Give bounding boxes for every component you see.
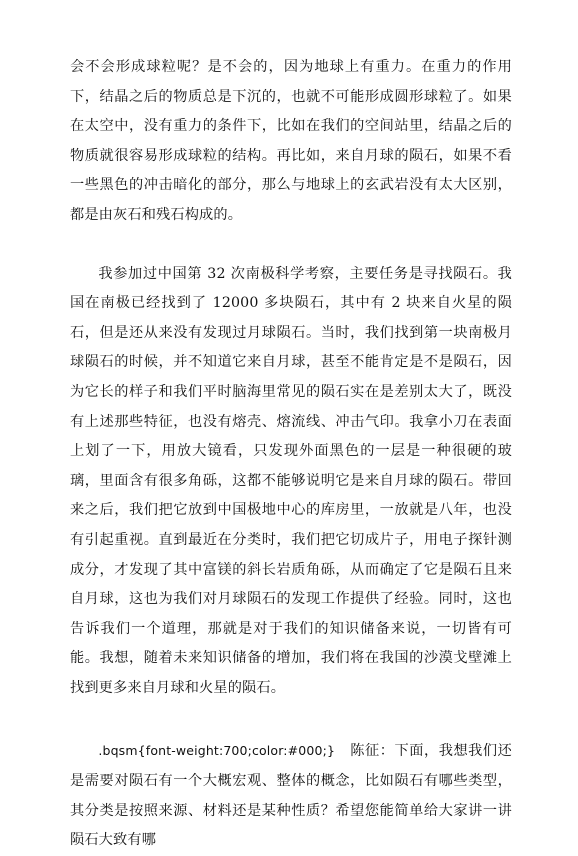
paragraph-spacer [70,703,512,736]
paragraph-chondrule-formation: 会不会形成球粒呢？是不会的，因为地球上有重力。在重力的作用下，结晶之后的物质总是下沉的，也就不可能形成圆形球粒了。如果在太空中，没有重力的条件下，比如在我们的空间站里，结晶之后的物质就很容易形成球粒的结构。再比如，来自月球的陨石，如果不看一些黑色的冲击暗化的部分，那么与地球上的玄武岩没有太大区别，都是由灰石和残石构成的。 [70,59,512,223]
stray-css-text: .bqsm{font-weight:700;color:#000;} [98,743,336,759]
paragraph-interview-question [70,736,512,855]
paragraph-antarctic-expedition: 我参加过中国第 32 次南极科学考察，主要任务是寻找陨石。我国在南极已经找到了 12000 多块陨石，其中有 2 块来自火星的陨石，但是还从来没有发现过月球陨石。当时，我们找到第一块南极月球陨石的时候，并不知道它来自月球，甚至不能肯定是不是陨石，因为它长的样子和我们平时脑海里常见的陨石实在是差别太大了，既没有上述那些特征，也没有熔壳、熔流线、冲击气印。我拿小刀在表面上划了一下，用放大镜看，只发现外面黑色的一层是一种很硬的玻璃，里面含有很多角砾，这都不能够说明它是来自月球的陨石。带回来之后，我们把它放到中国极地中心的库房里，一放就是八年，也没有引起重视。直到最近在分类时，我们把它切成片子，用电子探针测成分，才发现了其中富镁的斜长岩质角砾，从而确定了它是陨石且来自月球，这也为我们对月球陨石的发现工作提供了经验。同时，这也告诉我们一个道理，那就是对于我们的知识储备来说，一切皆有可能。我想，随着未来知识储备的增加，我们将在我国的沙漠戈壁滩上找到更多来自月球和火星的陨石。 [70,265,512,696]
paragraph-spacer [70,231,512,260]
speaker-label: 陈征： [350,743,395,760]
question-text: 下面，我想我们还是需要对陨石有一个大概宏观、整体的概念，比如陨石有哪些类型，其分类是按照来源、材料还是某种性质？希望您能简单给大家讲一讲陨石大致有哪 [70,743,513,849]
